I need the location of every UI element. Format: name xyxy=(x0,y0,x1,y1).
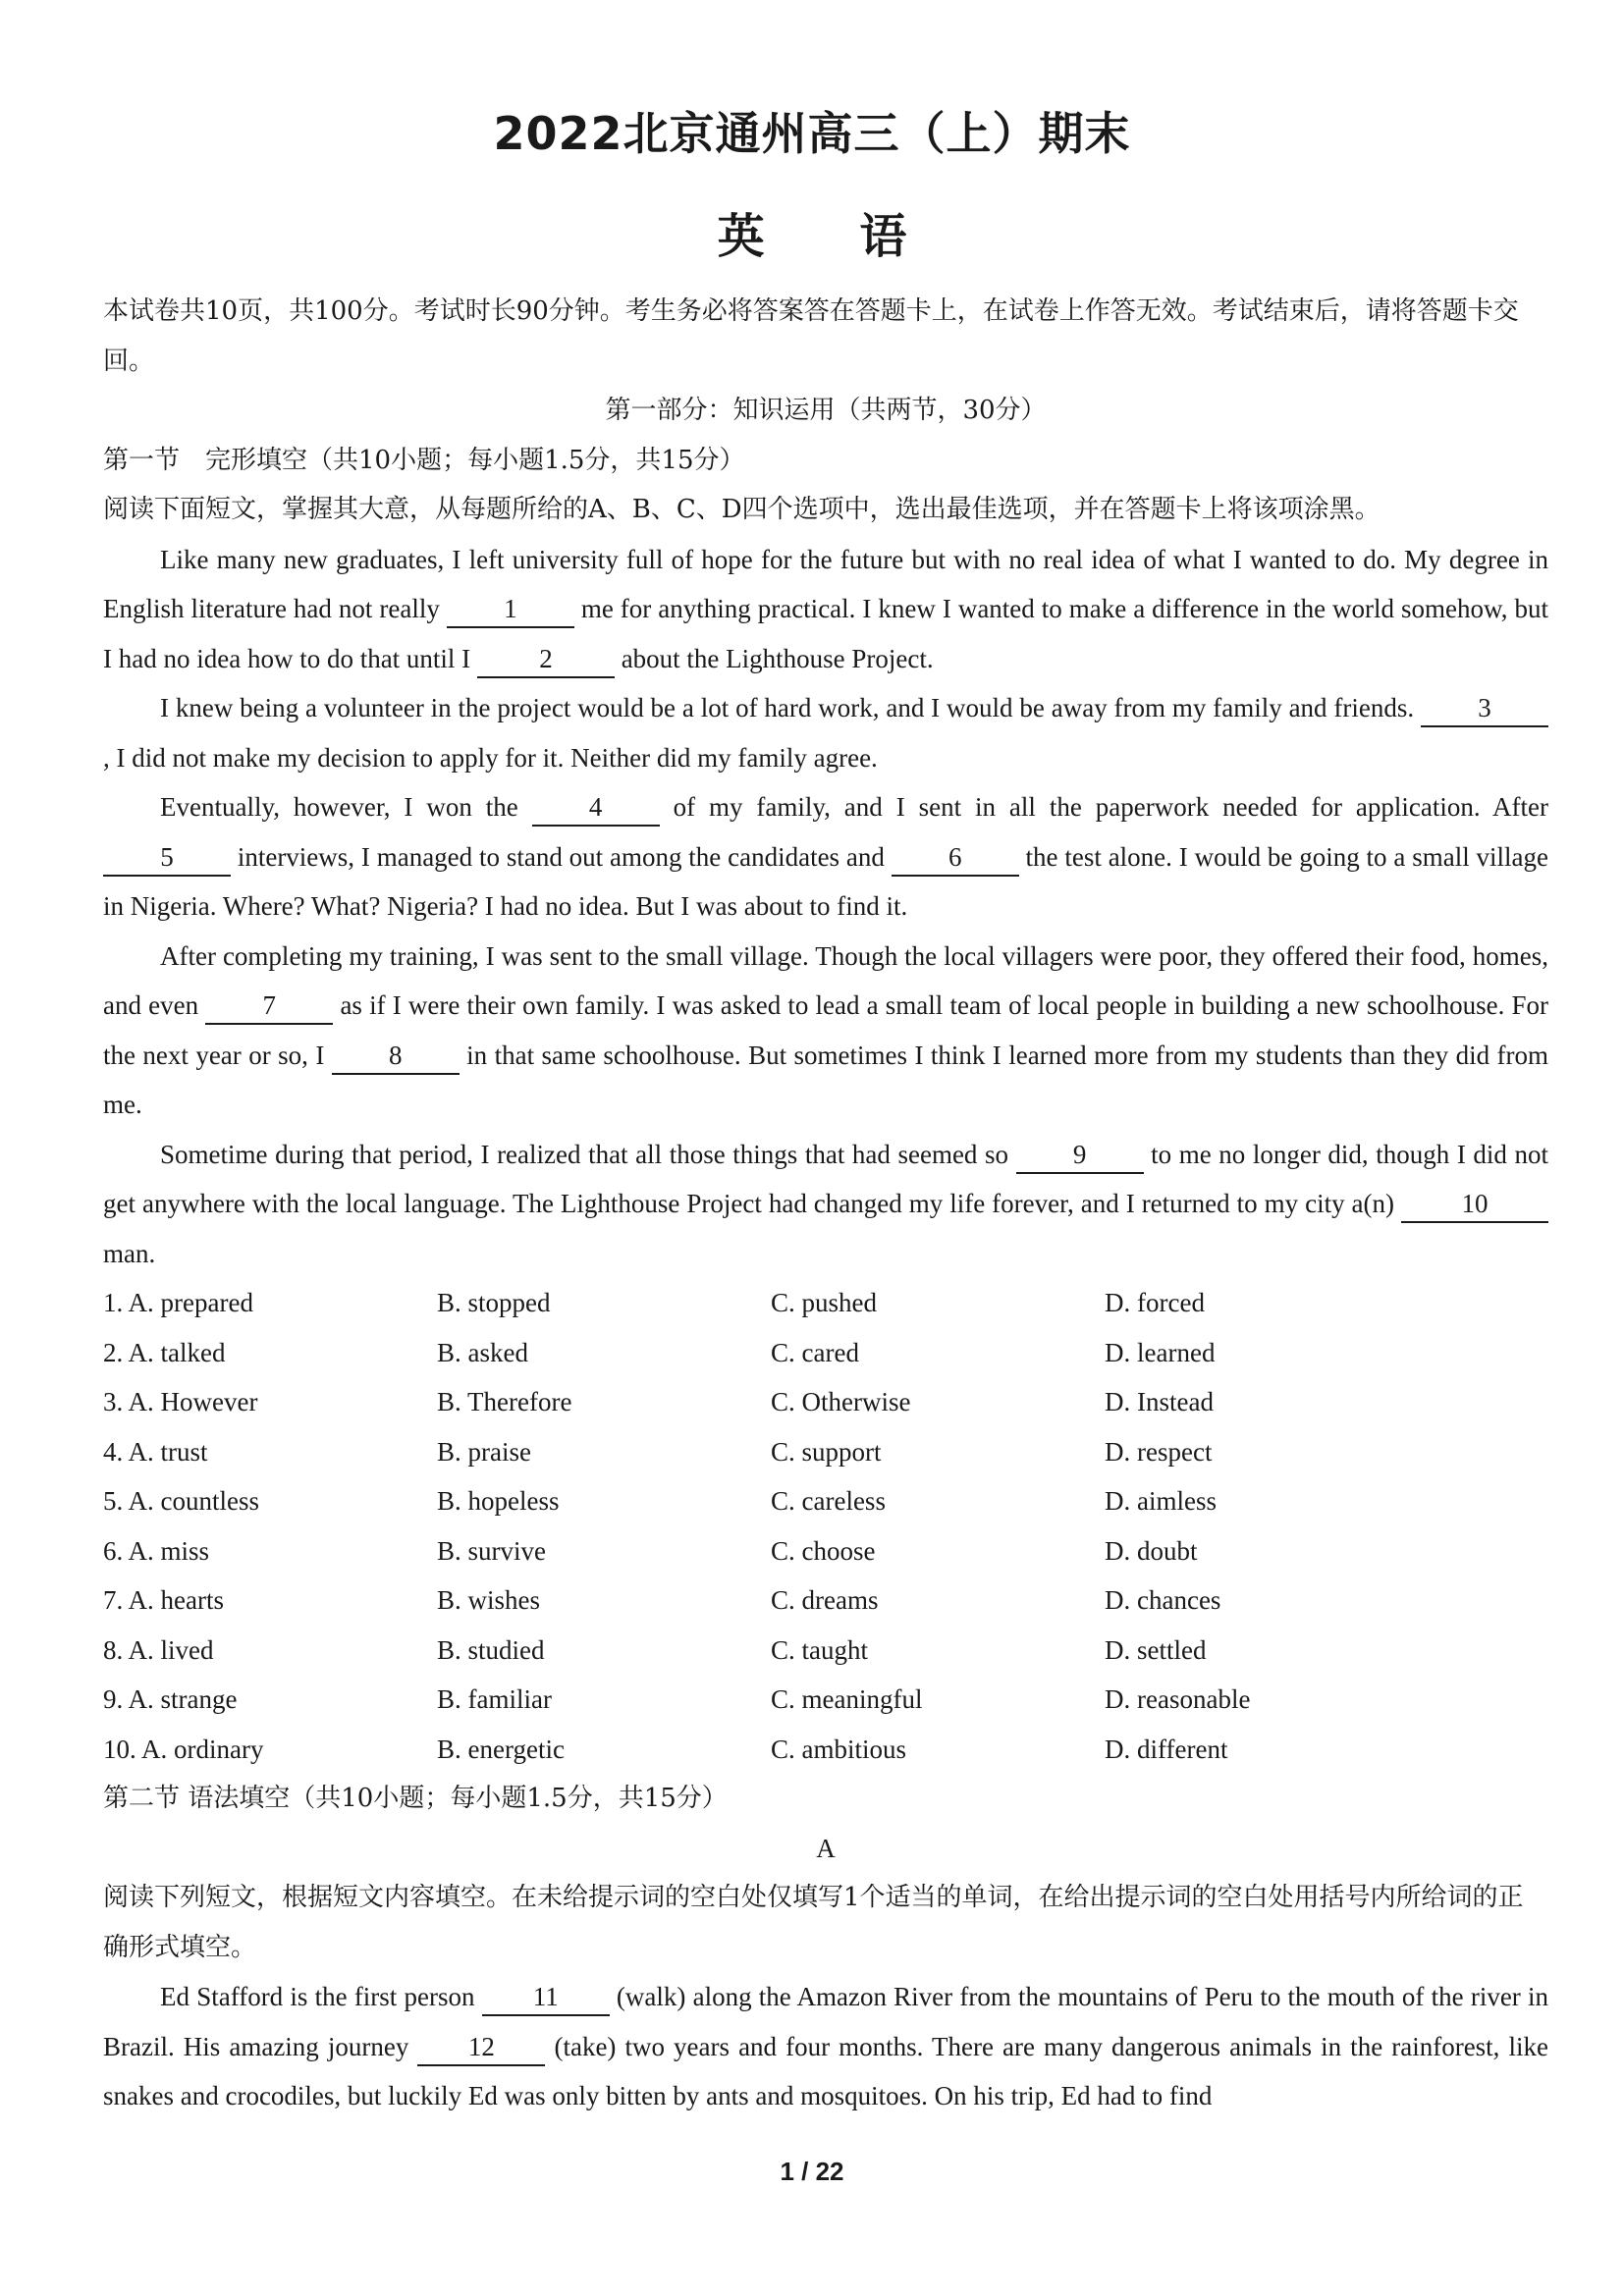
option-c: C. meaningful xyxy=(771,1684,923,1714)
option-a: 2. A. talked xyxy=(103,1337,226,1367)
option-a: 1. A. prepared xyxy=(103,1288,253,1317)
page-number: 1 / 22 xyxy=(780,2157,844,2186)
text: After completing my training, I was sent to the small village. Though the local villagers were poor, they offered their food, homes, and even xyxy=(103,940,1548,1020)
option-a: 7. A. hearts xyxy=(103,1585,224,1615)
option-b: B. wishes xyxy=(437,1585,541,1615)
option-c: C. cared xyxy=(771,1337,859,1367)
section1-heading: 第一节 完形填空（共10小题；每小题1.5分，共15分） xyxy=(103,445,745,475)
option-a: 4. A. trust xyxy=(103,1436,208,1467)
option-d: D. learned xyxy=(1105,1337,1216,1367)
section1-instructions: 阅读下面短文，掌握其大意，从每题所给的A、B、C、D四个选项中，选出最佳选项，并在答题卡上将该项涂黑。 xyxy=(103,495,1380,524)
option-d: D. aimless xyxy=(1105,1486,1217,1516)
option-c: C. Otherwise xyxy=(771,1387,911,1416)
text: (walk) along the Amazon River from the mountains of Peru to the mouth of the river in Brazil. His amazing journey xyxy=(103,1982,1548,2061)
option-d: D. respect xyxy=(1105,1436,1213,1467)
part1-heading: 第一部分：知识运用（共两节，30分） xyxy=(605,396,1047,425)
blank-9: 9 xyxy=(1016,1137,1144,1174)
option-d: D. forced xyxy=(1105,1288,1205,1317)
option-b: B. Therefore xyxy=(437,1387,572,1416)
option-row xyxy=(103,1675,1548,1725)
text: (take) two years and four months. There are many dangerous animals in the rainforest, like snakes and crocodiles, but luckily Ed was only bitten by ants and mosquitoes. On his trip, Ed had to find xyxy=(103,2031,1548,2110)
text: to me no longer did, though I did not get anywhere with the local language. The Lighthouse Project had changed my life forever, and I returned to my city a(n) xyxy=(103,1139,1548,1218)
option-c: C. support xyxy=(771,1436,882,1467)
section2-instructions: 阅读下列短文，根据短文内容填空。在未给提示词的空白处仅填写1个适当的单词，在给出提示词的空白处用括号内所给词的正确形式填空。 xyxy=(103,1883,1524,1962)
text: the test alone. I would be going to a small village in Nigeria. Where? What? Nigeria? I had no idea. But I was about to find it. xyxy=(103,841,1548,921)
option-row xyxy=(103,1427,1548,1477)
option-b: B. praise xyxy=(437,1436,531,1467)
option-c: C. careless xyxy=(771,1486,886,1516)
blank-10: 10 xyxy=(1401,1186,1548,1223)
text: Like many new graduates, I left university full of hope for the future but with no real idea of what I wanted to do. My degree in English literature had not really xyxy=(103,544,1548,623)
option-d: D. doubt xyxy=(1105,1535,1198,1566)
option-b: B. stopped xyxy=(437,1288,551,1317)
text: as if I were their own family. I was asked to lead a small team of local people in building a new schoolhouse. For the next year or so, I xyxy=(103,990,1548,1070)
grammar-paragraph xyxy=(103,1972,1548,2121)
option-row xyxy=(103,1575,1548,1626)
option-row xyxy=(103,1377,1548,1427)
text: about the Lighthouse Project. xyxy=(614,643,934,673)
option-row xyxy=(103,1626,1548,1676)
option-row xyxy=(103,1328,1548,1378)
option-c: C. ambitious xyxy=(771,1734,907,1764)
text: interviews, I managed to stand out among the candidates and xyxy=(231,841,892,872)
text: me for anything practical. I knew I wanted to make a difference in the world somehow, but I had no idea how to do that until I xyxy=(103,594,1548,673)
option-c: C. taught xyxy=(771,1634,868,1665)
option-a: 5. A. countless xyxy=(103,1486,259,1516)
blank-12: 12 xyxy=(417,2029,545,2066)
option-d: D. chances xyxy=(1105,1585,1221,1615)
option-b: B. energetic xyxy=(437,1734,565,1764)
option-b: B. studied xyxy=(437,1634,545,1665)
text: I knew being a volunteer in the project would be a lot of hard work, and I would be away from my family and friends. xyxy=(160,693,1421,722)
text: of my family, and I sent in all the paperwork needed for application. After xyxy=(659,792,1548,822)
exam-intro: 本试卷共10页，共100分。考试时长90分钟。考生务必将答案答在答题卡上，在试卷上作答无效。考试结束后，请将答题卡交回。 xyxy=(103,296,1519,376)
blank-1: 1 xyxy=(447,591,574,628)
section2-heading: 第二节 语法填空（共10小题；每小题1.5分，共15分） xyxy=(103,1784,728,1813)
option-a: 6. A. miss xyxy=(103,1535,210,1566)
blank-6: 6 xyxy=(892,839,1019,877)
cloze-paragraph-4 xyxy=(103,932,1548,1130)
text: Ed Stafford is the first person xyxy=(160,1982,482,2011)
cloze-paragraph-1 xyxy=(103,535,1548,684)
subject-title: 英 语 xyxy=(717,209,907,264)
blank-3: 3 xyxy=(1421,690,1548,727)
option-b: B. survive xyxy=(437,1535,546,1566)
section2-sub-label: A xyxy=(816,1833,836,1863)
text: Sometime during that period, I realized that all those things that had seemed so xyxy=(160,1139,1016,1169)
cloze-paragraph-3 xyxy=(103,782,1548,932)
option-row xyxy=(103,1476,1548,1526)
blank-5: 5 xyxy=(103,839,231,877)
blank-11: 11 xyxy=(482,1979,610,2016)
option-b: B. familiar xyxy=(437,1684,552,1714)
option-row xyxy=(103,1278,1548,1328)
blank-8: 8 xyxy=(332,1038,460,1075)
cloze-paragraph-5 xyxy=(103,1130,1548,1279)
answer-options xyxy=(103,1278,1548,1774)
option-b: B. hopeless xyxy=(437,1486,560,1516)
option-d: D. Instead xyxy=(1105,1387,1214,1416)
exam-title: 2022北京通州高三（上）期末 xyxy=(493,107,1131,160)
option-a: 9. A. strange xyxy=(103,1684,238,1714)
option-c: C. choose xyxy=(771,1535,876,1566)
blank-7: 7 xyxy=(205,988,333,1025)
blank-2: 2 xyxy=(477,641,615,678)
option-a: 10. A. ordinary xyxy=(103,1734,264,1764)
option-d: D. different xyxy=(1105,1734,1228,1764)
option-c: C. pushed xyxy=(771,1288,877,1317)
option-b: B. asked xyxy=(437,1337,528,1367)
option-d: D. reasonable xyxy=(1105,1684,1251,1714)
option-row xyxy=(103,1526,1548,1576)
text: in that same schoolhouse. But sometimes I think I learned more from my students than they did from me. xyxy=(103,1040,1549,1119)
text: , I did not make my decision to apply for it. Neither did my family agree. xyxy=(103,742,878,773)
option-c: C. dreams xyxy=(771,1585,879,1615)
option-d: D. settled xyxy=(1105,1634,1207,1665)
blank-4: 4 xyxy=(532,789,660,827)
cloze-paragraph-2 xyxy=(103,683,1548,782)
option-a: 3. A. However xyxy=(103,1387,258,1416)
option-a: 8. A. lived xyxy=(103,1634,214,1665)
exam-content xyxy=(103,287,1548,2121)
option-row xyxy=(103,1725,1548,1775)
text: Eventually, however, I won the xyxy=(160,792,532,822)
text: man. xyxy=(103,1238,156,1268)
